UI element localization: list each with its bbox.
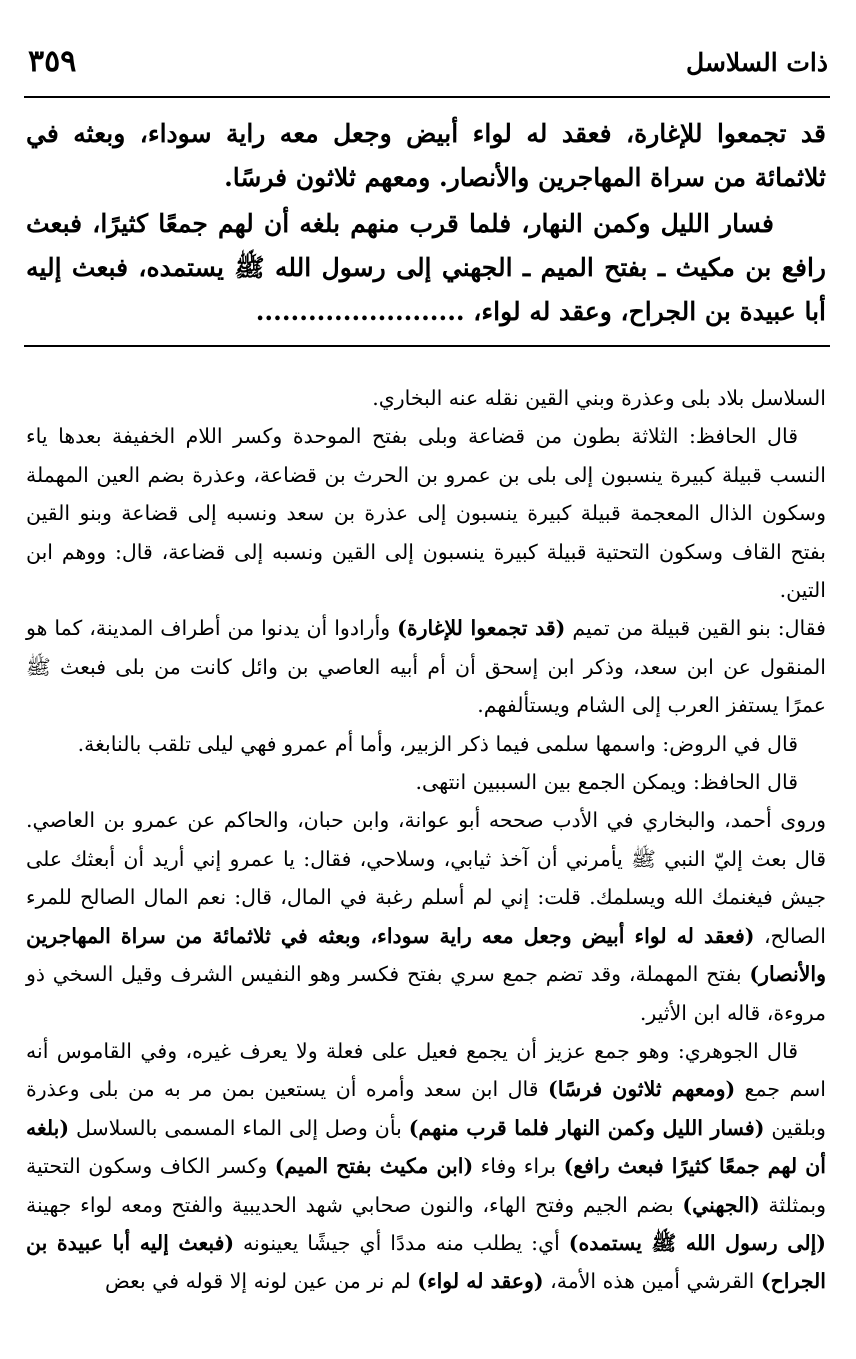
- quoted-main-text: (إلى رسول الله ﷺ يستمده): [568, 1230, 826, 1255]
- commentary-paragraph: السلاسل بلاد بلى وعذرة وبني القين نقله عنه البخاري.: [372, 386, 826, 410]
- commentary-text-run: بأن وصل إلى الماء المسمى بالسلاسل: [76, 1115, 402, 1140]
- quoted-main-text: (ابن مكيث بفتح الميم): [274, 1154, 474, 1179]
- commentary-text-run: القرشي أمين هذه الأمة،: [550, 1269, 755, 1294]
- main-paragraph: قد تجمعوا للإغارة، فعقد له لواء أبيض وجعل معه راية سوداء، وبعثه في ثلاثمائة من سراة المهاجرين والأنصار. ومعهم ثلاثون فرسًا.: [26, 119, 826, 192]
- page-number: ٣٥٩: [28, 44, 77, 79]
- commentary-paragraph: [26, 801, 826, 1031]
- commentary-paragraph: قال في الروض: واسمها سلمى فيما ذكر الزبير، وأما أم عمرو فهي ليلى تلقب بالنابغة.: [77, 731, 798, 756]
- quoted-main-text: (الجهني): [682, 1192, 760, 1217]
- page-header: [28, 44, 828, 88]
- quoted-main-text: (وعقد له لواء): [417, 1269, 544, 1294]
- quoted-main-text: (قد تجمعوا للإغارة): [397, 616, 566, 641]
- quoted-main-text: (ومعهم ثلاثون فرسًا): [548, 1077, 736, 1102]
- quoted-main-text: (بلغه أن لهم جمعًا كثيرًا فبعث رافع): [26, 1115, 826, 1179]
- commentary-paragraph: [26, 609, 826, 724]
- commentary-text-run: بفتح المهملة، وقد تضم جمع سري بفتح فكسر وهو النفيس الشرف وقيل السخي ذو مروءة، قاله ابن الأثير.: [26, 962, 826, 1025]
- commentary-text-run: وأرادوا أن يدنوا من أطراف المدينة، كما هو المنقول عن ابن سعد، وذكر ابن إسحق أن أم أبيه العاصي بن وائل كانت من بلى فبعث ﷺ عمرًا يستفز العرب إلى الشام ويستألفهم.: [26, 616, 826, 718]
- commentary-paragraph: قال الحافظ: ويمكن الجمع بين السببين انتهى.: [415, 770, 798, 795]
- commentary-text-run: فقال: بنو القين قبيلة من تميم: [572, 616, 826, 641]
- main-paragraph: فسار الليل وكمن النهار، فلما قرب منهم بلغه أن لهم جمعًا كثيرًا، فبعث رافع بن مكيث ـ بفتح الميم ـ الجهني إلى رسول الله ﷺ يستمده، فبعث إليه أبا عبيدة بن الجراح، وعقد له لواء، ........................: [26, 209, 826, 326]
- commentary-text: [26, 379, 826, 1301]
- commentary-text-run: أي: يطلب منه مددًا أي جيشًا يعينونه: [243, 1230, 560, 1255]
- commentary-text-run: وروى أحمد، والبخاري في الأدب صححه أبو عوانة، وابن حبان، والحاكم عن عمرو بن العاصي. قال بعث إليّ النبي ﷺ يأمرني أن آخذ ثيابي، وسلاحي، فقال: يا عمرو إني أريد أن أبعثك على جيش فيغنمك الله ويسلمك. قلت: إني لم أسلم رغبة في المال، قال: نعم المال الصالح للمرء الصالح،: [26, 808, 826, 948]
- commentary-text-run: قال الجوهري: وهو جمع عزيز أن يجمع فعيل على فعلة ولا يعرف غيره، وفي القاموس أنه اسم جمع: [26, 1038, 827, 1102]
- commentary-text-run: وكسر الكاف وسكون التحتية وبمثلثة: [26, 1154, 826, 1217]
- commentary-text-run: براء وفاء: [480, 1154, 557, 1179]
- commentary-text-run: بضم الجيم وفتح الهاء، والنون صحابي شهد الحديبية والفتح ومعه لواء جهينة: [26, 1192, 674, 1217]
- quoted-main-text: (فعقد له لواء أبيض وجعل معه راية سوداء، وبعثه في ثلاثمائة من سراة المهاجرين والأنصار): [26, 923, 826, 987]
- text-divider-rule: [24, 345, 830, 347]
- main-text: [26, 112, 826, 334]
- commentary-paragraph: قال الحافظ: الثلاثة بطون من قضاعة وبلى بفتح الموحدة وكسر اللام الخفيفة بعدها ياء النسب قبيلة كبيرة ينسبون إلى بلى بن عمرو بن الحرث بن قضاعة، وعذرة بضم العين المهملة وسكون الذال المعجمة قبيلة كبيرة ينسبون إلى عذرة بن سعد ونسبه إلى قضاعة وبنو القين بفتح القاف وسكون التحتية قبيلة كبيرة ينسبون إلى القين ونسبه إلى قضاعة، قال: ووهم ابن التين.: [26, 424, 826, 603]
- commentary-text-run: قال ابن سعد وأمره أن يستعين بمن مر به من بلى وعذرة وبلقين: [26, 1077, 826, 1140]
- quoted-main-text: (فسار الليل وكمن النهار فلما قرب منهم): [408, 1115, 765, 1140]
- running-title: ذات السلاسل: [686, 48, 828, 77]
- quoted-main-text: (فبعث إليه أبا عبيدة بن الجراح): [26, 1230, 826, 1294]
- commentary-text-run: لم نر من عين لونه إلا قوله في بعض: [104, 1269, 411, 1294]
- commentary-paragraph: [26, 1032, 826, 1301]
- header-rule: [24, 96, 830, 98]
